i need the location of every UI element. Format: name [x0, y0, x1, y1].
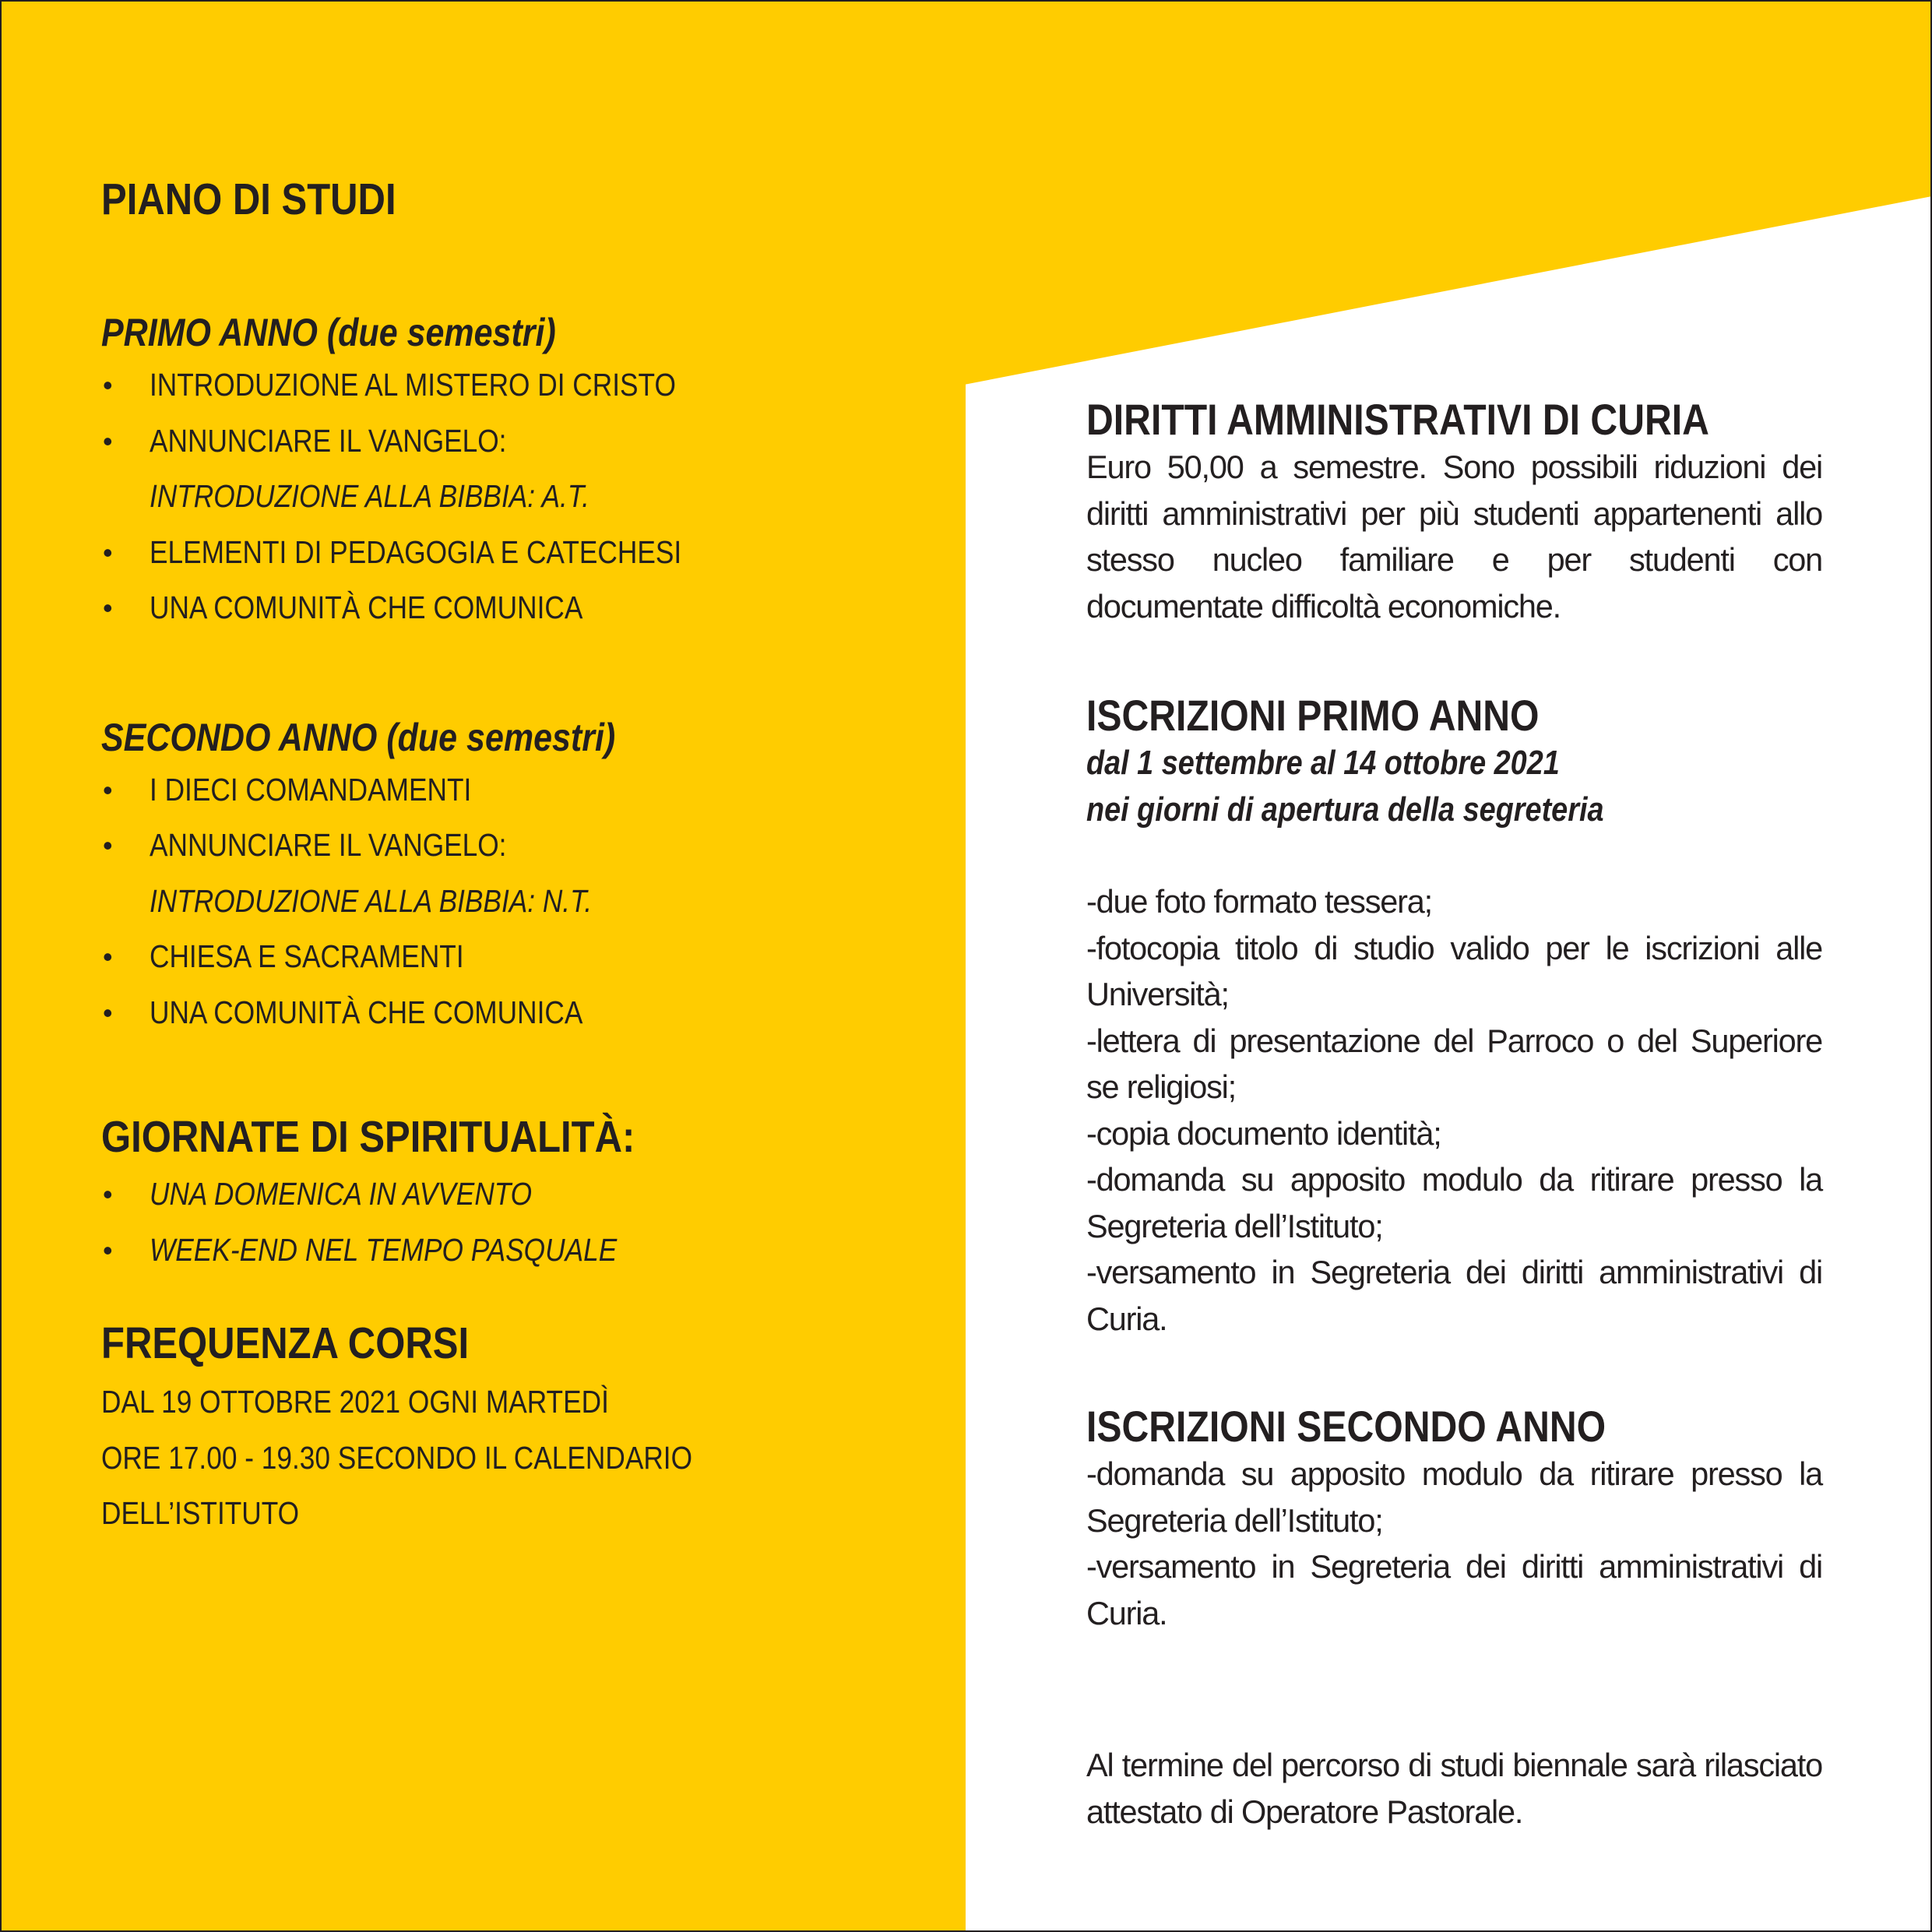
requirement-item: -versamento in Segreteria dei diritti amministrativi di Curia. — [1086, 1254, 1822, 1337]
iscrizioni-primo-requirements — [1086, 878, 1822, 1342]
bullet-icon: • — [103, 1178, 113, 1210]
secondo-anno-list — [101, 762, 942, 1041]
list-item: • INTRODUZIONE AL MISTERO DI CRISTO — [101, 357, 942, 413]
bullet-icon: • — [103, 773, 113, 806]
list-item: • ANNUNCIARE IL VANGELO: — [101, 818, 942, 874]
frequenza-text — [101, 1374, 942, 1542]
bullet-icon: • — [103, 592, 113, 624]
giornate-list — [101, 1167, 942, 1278]
requirement-item: -lettera di presentazione del Parroco o del Superiore se religiosi; — [1086, 1022, 1822, 1105]
secondo-anno-heading: SECONDO ANNO (due semestri) — [101, 715, 616, 759]
frequenza-line: ORE 17.00 - 19.30 SECONDO IL CALENDARIO — [101, 1439, 693, 1476]
list-item: • UNA DOMENICA IN AVVENTO — [101, 1167, 942, 1223]
frequenza-line: DAL 19 OTTOBRE 2021 OGNI MARTEDÌ — [101, 1384, 609, 1420]
list-item-continuation: INTRODUZIONE ALLA BIBBIA: A.T. — [150, 478, 589, 514]
left-column — [101, 173, 942, 1542]
iscrizioni-secondo-requirements — [1086, 1451, 1822, 1636]
primo-anno-list — [101, 357, 942, 636]
iscrizioni-primo-dates: dal 1 settembre al 14 ottobre 2021 — [1086, 744, 1560, 782]
primo-anno-heading: PRIMO ANNO (due semestri) — [101, 311, 556, 354]
list-item: • ELEMENTI DI PEDAGOGIA E CATECHESI — [101, 525, 942, 581]
iscrizioni-primo-days: nei giorni di apertura della segreteria — [1086, 790, 1604, 829]
bullet-icon: • — [103, 996, 113, 1029]
frequenza-line: DELL’ISTITUTO — [101, 1495, 300, 1531]
piano-title: PIANO DI STUDI — [101, 174, 396, 224]
right-column — [1086, 396, 1822, 1835]
bullet-icon: • — [103, 424, 113, 457]
yellow-diagonal-band — [964, 0, 1932, 385]
bullet-icon: • — [103, 536, 113, 568]
list-item: • ANNUNCIARE IL VANGELO: — [101, 413, 942, 470]
iscrizioni-primo-heading: ISCRIZIONI PRIMO ANNO — [1086, 691, 1540, 740]
list-item-continuation: INTRODUZIONE ALLA BIBBIA: N.T. — [150, 882, 593, 919]
iscrizioni-secondo-heading: ISCRIZIONI SECONDO ANNO — [1086, 1402, 1606, 1451]
bullet-icon: • — [103, 941, 113, 973]
giornate-heading: GIORNATE DI SPIRITUALITÀ: — [101, 1112, 635, 1162]
bullet-icon: • — [103, 1233, 113, 1266]
requirement-item: -due foto formato tessera; — [1086, 883, 1432, 920]
closing-text: Al termine del percorso di studi biennale sarà rilasciato attestato di Operatore Pastorale. — [1086, 1747, 1822, 1830]
requirement-item: -fotocopia titolo di studio valido per le iscrizioni alle Università; — [1086, 929, 1822, 1012]
frequenza-heading: FREQUENZA CORSI — [101, 1318, 470, 1368]
requirement-item: -versamento in Segreteria dei diritti amministrativi di Curia. — [1086, 1548, 1822, 1631]
bullet-icon: • — [103, 829, 113, 861]
requirement-item: -domanda su apposito modulo da ritirare presso la Segreteria dell’Istituto; — [1086, 1455, 1822, 1539]
list-item: • CHIESA E SACRAMENTI — [101, 929, 942, 985]
diritti-heading: DIRITTI AMMINISTRATIVI DI CURIA — [1086, 395, 1709, 444]
diritti-text: Euro 50,00 a semestre. Sono possibili riduzioni dei diritti amministrativi per più studenti appartenenti allo stesso nucleo familiare e per studenti con documentate difficoltà economiche. — [1086, 449, 1822, 625]
requirement-item: -copia documento identità; — [1086, 1114, 1441, 1152]
list-item: • I DIECI COMANDAMENTI — [101, 762, 942, 818]
requirement-item: -domanda su apposito modulo da ritirare presso la Segreteria dell’Istituto; — [1086, 1161, 1822, 1244]
list-item: • UNA COMUNITÀ CHE COMUNICA — [101, 580, 942, 636]
bullet-icon: • — [103, 369, 113, 401]
list-item: • UNA COMUNITÀ CHE COMUNICA — [101, 985, 942, 1041]
list-item: • WEEK-END NEL TEMPO PASQUALE — [101, 1223, 942, 1279]
